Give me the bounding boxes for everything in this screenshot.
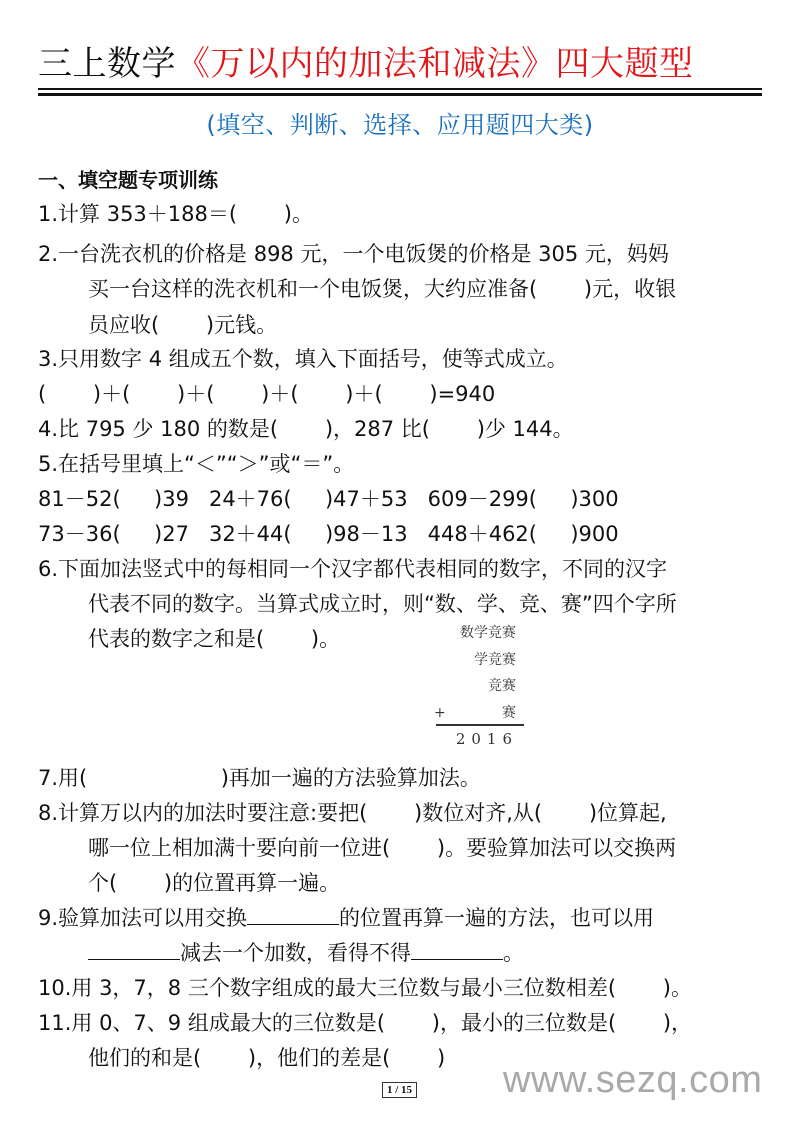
title-highlight: 《万以内的加法和减法》 [176,44,556,84]
addend-row-2: 学竞赛 [474,652,516,668]
vertical-addition-figure [430,622,530,752]
answer-blank [247,902,339,925]
title-prefix: 三上数学 [38,44,176,84]
question-9-text-b: 的位置再算一遍的方法，也可以用 [339,906,655,930]
question-6-line-2: 代表不同的数字。当算式成立时，则“数、学、竞、赛”四个字所 [88,592,677,616]
addend-row-3: 竞赛 [488,678,516,694]
question-3-equation: ( )＋( )＋( )＋( )＋( )=940 [38,382,496,406]
question-11-line-1: 11.用 0、7、9 组成最大的三位数是( )，最小的三位数是( )， [38,1011,693,1035]
subtitle: (填空、判断、选择、应用题四大类) [206,111,594,139]
question-8-line-2: 哪一位上相加满十要向前一位进( )。要验算加法可以交换两 [88,836,677,860]
question-9-text-d: 。 [503,941,524,965]
question-9-text-c: 减去一个加数，看得不得 [180,941,411,965]
question-4: 4.比 795 少 180 的数是( )，287 比( )少 144。 [38,417,574,441]
watermark: www.sezq.com [503,1059,763,1101]
question-1: 1.计算 353＋188＝( )。 [38,202,313,226]
answer-blank [88,937,180,960]
question-2-line-2: 买一台这样的洗衣机和一个电饭煲，大约应准备( )元，收银 [88,277,677,301]
question-2-line-1: 2.一台洗衣机的价格是 898 元，一个电饭煲的价格是 305 元，妈妈 [38,242,669,266]
addend-row-4: 赛 [502,705,516,721]
question-5-row-1: 81－52( )39 24＋76( )47＋53 609－299( )300 [38,487,619,511]
section-heading: 一、填空题专项训练 [38,168,218,192]
question-8-line-1: 8.计算万以内的加法时要注意:要把( )数位对齐,从( )位算起, [38,801,667,825]
question-10: 10.用 3，7，8 三个数字组成的最大三位数与最小三位数相差( )。 [38,976,692,1000]
question-7: 7.用( )再加一遍的方法验算加法。 [38,766,481,790]
title-double-underline [38,93,762,96]
document-title [38,42,762,94]
sum-result: 2016 [455,730,518,748]
question-6-line-1: 6.下面加法竖式中的每相同一个汉字都代表相同的数字，不同的汉字 [38,557,668,581]
question-6-line-3: 代表的数字之和是( )。 [88,627,341,651]
sum-line [436,724,524,726]
question-8-line-3: 个( )的位置再算一遍。 [88,871,341,895]
question-11-line-2: 他们的和是( )，他们的差是( ) [88,1046,446,1070]
title-underline [38,88,762,90]
question-2-line-3: 员应收( )元钱。 [88,313,278,337]
question-5-row-2: 73－36( )27 32＋44( )98－13 448＋462( )900 [38,522,619,546]
title-text [38,42,694,86]
answer-blank [411,937,503,960]
question-5-line-1: 5.在括号里填上“＜”“＞”或“＝”。 [38,452,355,476]
question-3-line-1: 3.只用数字 4 组成五个数，填入下面括号，使等式成立。 [38,347,568,371]
plus-sign: + [434,705,446,721]
title-suffix: 四大题型 [555,44,694,84]
page-indicator: 1 / 15 [382,1082,417,1098]
question-9-line-2 [88,937,524,969]
question-9-text-a: 9.验算加法可以用交换 [38,906,248,930]
question-9-line-1 [38,902,654,934]
addend-row-1: 数学竞赛 [460,625,516,641]
